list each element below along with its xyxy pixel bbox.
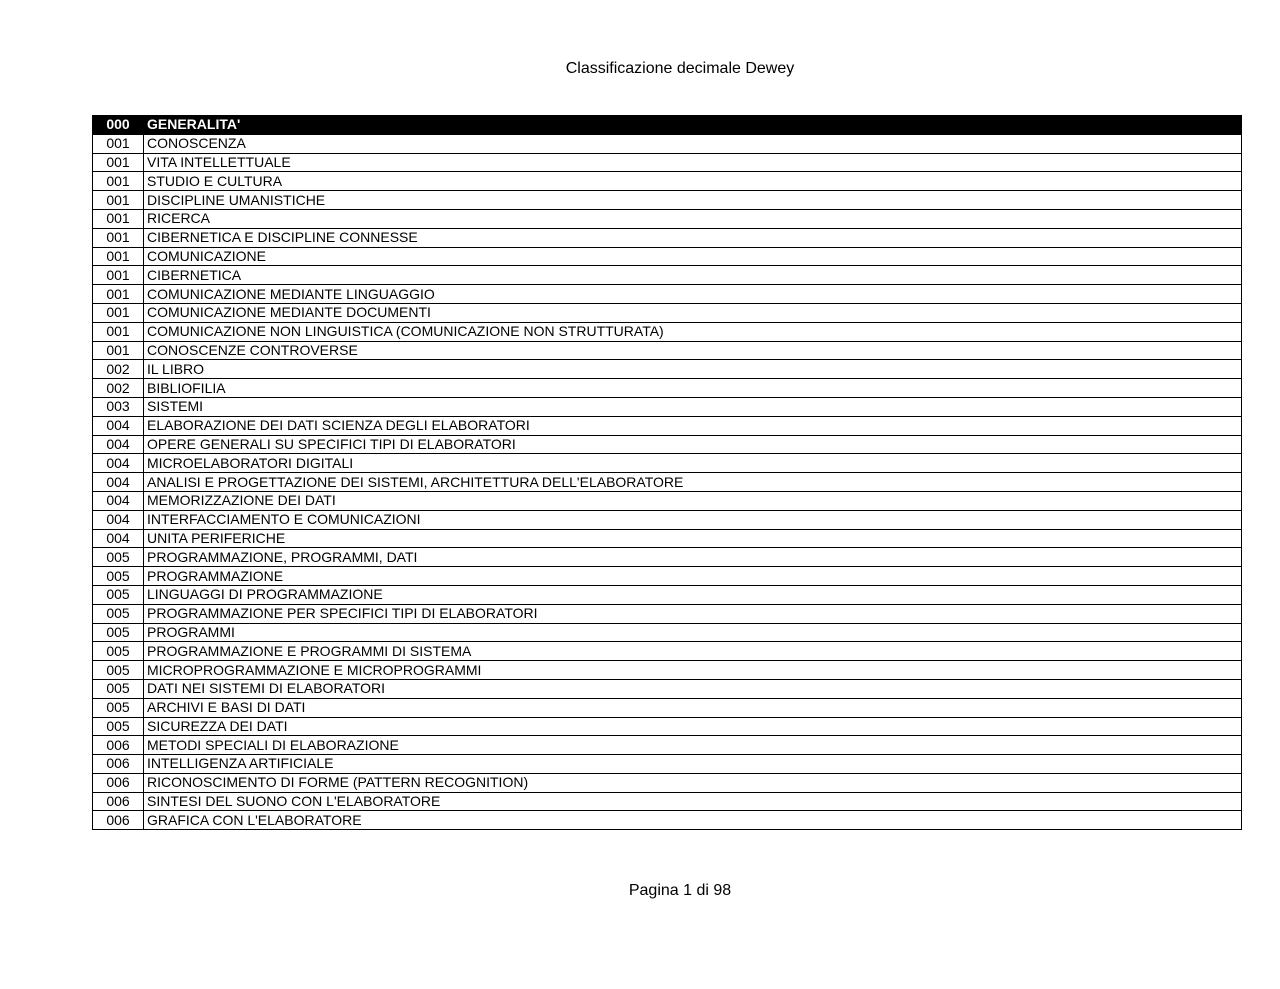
row-code-cell: 001 bbox=[93, 153, 144, 172]
table-row bbox=[93, 209, 1242, 228]
row-label-cell: CIBERNETICA bbox=[144, 266, 1242, 285]
table-row bbox=[93, 454, 1242, 473]
page-number: Pagina 1 di 98 bbox=[628, 882, 732, 899]
row-code-cell: 004 bbox=[93, 510, 144, 529]
table-row bbox=[93, 153, 1242, 172]
table-row bbox=[93, 228, 1242, 247]
row-label-cell: UNITA PERIFERICHE bbox=[144, 529, 1242, 548]
row-label-cell: OPERE GENERALI SU SPECIFICI TIPI DI ELABORATORI bbox=[144, 435, 1242, 454]
row-code-cell: 001 bbox=[93, 322, 144, 341]
row-label-cell: STUDIO E CULTURA bbox=[144, 172, 1242, 191]
table-row bbox=[93, 642, 1242, 661]
page-title: Classificazione decimale Dewey bbox=[565, 60, 795, 77]
row-code-cell: 006 bbox=[93, 755, 144, 774]
row-label-cell: VITA INTELLETTUALE bbox=[144, 153, 1242, 172]
row-code-cell: 006 bbox=[93, 792, 144, 811]
table-row bbox=[93, 548, 1242, 567]
row-label-cell: MEMORIZZAZIONE DEI DATI bbox=[144, 491, 1242, 510]
table-row bbox=[93, 172, 1242, 191]
row-code-cell: 004 bbox=[93, 473, 144, 492]
row-code-cell: 004 bbox=[93, 454, 144, 473]
row-label-cell: PROGRAMMAZIONE, PROGRAMMI, DATI bbox=[144, 548, 1242, 567]
table-row bbox=[93, 435, 1242, 454]
row-label-cell: CIBERNETICA E DISCIPLINE CONNESSE bbox=[144, 228, 1242, 247]
row-code-cell: 005 bbox=[93, 604, 144, 623]
row-code-cell: 005 bbox=[93, 548, 144, 567]
table-row bbox=[93, 191, 1242, 210]
row-label-cell: IL LIBRO bbox=[144, 360, 1242, 379]
table-row bbox=[93, 285, 1242, 304]
table-row bbox=[93, 416, 1242, 435]
row-code-cell: 005 bbox=[93, 679, 144, 698]
row-label-cell: ARCHIVI E BASI DI DATI bbox=[144, 698, 1242, 717]
row-code-cell: 001 bbox=[93, 191, 144, 210]
row-label-cell: ELABORAZIONE DEI DATI SCIENZA DEGLI ELABORATORI bbox=[144, 416, 1242, 435]
row-label-cell: CONOSCENZE CONTROVERSE bbox=[144, 341, 1242, 360]
row-label-cell: INTERFACCIAMENTO E COMUNICAZIONI bbox=[144, 510, 1242, 529]
table-row bbox=[93, 679, 1242, 698]
row-label-cell: COMUNICAZIONE MEDIANTE LINGUAGGIO bbox=[144, 285, 1242, 304]
row-label-cell: CONOSCENZA bbox=[144, 134, 1242, 153]
row-code-cell: 001 bbox=[93, 341, 144, 360]
row-label-cell: SICUREZZA DEI DATI bbox=[144, 717, 1242, 736]
table-row bbox=[93, 266, 1242, 285]
table-body bbox=[93, 116, 1242, 830]
row-label-cell: PROGRAMMAZIONE PER SPECIFICI TIPI DI ELABORATORI bbox=[144, 604, 1242, 623]
row-code-cell: 002 bbox=[93, 379, 144, 398]
header-label-cell: GENERALITA' bbox=[144, 116, 1242, 135]
row-label-cell: MICROELABORATORI DIGITALI bbox=[144, 454, 1242, 473]
table-row bbox=[93, 792, 1242, 811]
table-row bbox=[93, 736, 1242, 755]
row-label-cell: COMUNICAZIONE bbox=[144, 247, 1242, 266]
row-code-cell: 005 bbox=[93, 698, 144, 717]
table-row bbox=[93, 341, 1242, 360]
row-label-cell: METODI SPECIALI DI ELABORAZIONE bbox=[144, 736, 1242, 755]
row-label-cell: COMUNICAZIONE NON LINGUISTICA (COMUNICAZIONE NON STRUTTURATA) bbox=[144, 322, 1242, 341]
row-code-cell: 001 bbox=[93, 303, 144, 322]
table-row bbox=[93, 661, 1242, 680]
table-row bbox=[93, 811, 1242, 830]
table-row bbox=[93, 322, 1242, 341]
row-label-cell: ANALISI E PROGETTAZIONE DEI SISTEMI, ARCHITETTURA DELL'ELABORATORE bbox=[144, 473, 1242, 492]
row-code-cell: 001 bbox=[93, 247, 144, 266]
row-label-cell: RICONOSCIMENTO DI FORME (PATTERN RECOGNITION) bbox=[144, 773, 1242, 792]
row-code-cell: 004 bbox=[93, 529, 144, 548]
header-code-cell: 000 bbox=[93, 116, 144, 135]
row-code-cell: 001 bbox=[93, 228, 144, 247]
table-row bbox=[93, 567, 1242, 586]
row-code-cell: 005 bbox=[93, 585, 144, 604]
row-label-cell: COMUNICAZIONE MEDIANTE DOCUMENTI bbox=[144, 303, 1242, 322]
row-code-cell: 001 bbox=[93, 172, 144, 191]
row-code-cell: 003 bbox=[93, 397, 144, 416]
table-row bbox=[93, 623, 1242, 642]
dewey-classification-table bbox=[92, 115, 1242, 830]
row-code-cell: 001 bbox=[93, 266, 144, 285]
table-row bbox=[93, 397, 1242, 416]
row-code-cell: 005 bbox=[93, 642, 144, 661]
row-code-cell: 004 bbox=[93, 491, 144, 510]
row-label-cell: PROGRAMMI bbox=[144, 623, 1242, 642]
row-label-cell: PROGRAMMAZIONE bbox=[144, 567, 1242, 586]
table-row bbox=[93, 773, 1242, 792]
row-label-cell: SISTEMI bbox=[144, 397, 1242, 416]
row-code-cell: 004 bbox=[93, 416, 144, 435]
row-label-cell: BIBLIOFILIA bbox=[144, 379, 1242, 398]
row-code-cell: 002 bbox=[93, 360, 144, 379]
table-row bbox=[93, 717, 1242, 736]
table-row bbox=[93, 360, 1242, 379]
table-row bbox=[93, 491, 1242, 510]
table-row bbox=[93, 698, 1242, 717]
row-code-cell: 006 bbox=[93, 736, 144, 755]
row-code-cell: 005 bbox=[93, 567, 144, 586]
row-code-cell: 005 bbox=[93, 623, 144, 642]
row-label-cell: MICROPROGRAMMAZIONE E MICROPROGRAMMI bbox=[144, 661, 1242, 680]
row-label-cell: DATI NEI SISTEMI DI ELABORATORI bbox=[144, 679, 1242, 698]
table-row bbox=[93, 755, 1242, 774]
table-row bbox=[93, 303, 1242, 322]
table-row bbox=[93, 585, 1242, 604]
table-row bbox=[93, 247, 1242, 266]
table-header-row bbox=[93, 116, 1242, 135]
table-row bbox=[93, 529, 1242, 548]
table-row bbox=[93, 604, 1242, 623]
row-label-cell: PROGRAMMAZIONE E PROGRAMMI DI SISTEMA bbox=[144, 642, 1242, 661]
row-code-cell: 004 bbox=[93, 435, 144, 454]
row-code-cell: 001 bbox=[93, 285, 144, 304]
row-code-cell: 006 bbox=[93, 811, 144, 830]
table-row bbox=[93, 473, 1242, 492]
row-label-cell: SINTESI DEL SUONO CON L'ELABORATORE bbox=[144, 792, 1242, 811]
row-label-cell: INTELLIGENZA ARTIFICIALE bbox=[144, 755, 1242, 774]
row-label-cell: RICERCA bbox=[144, 209, 1242, 228]
row-code-cell: 005 bbox=[93, 717, 144, 736]
row-label-cell: GRAFICA CON L'ELABORATORE bbox=[144, 811, 1242, 830]
row-label-cell: LINGUAGGI DI PROGRAMMAZIONE bbox=[144, 585, 1242, 604]
row-label-cell: DISCIPLINE UMANISTICHE bbox=[144, 191, 1242, 210]
row-code-cell: 001 bbox=[93, 134, 144, 153]
row-code-cell: 005 bbox=[93, 661, 144, 680]
table-row bbox=[93, 510, 1242, 529]
table-row bbox=[93, 134, 1242, 153]
row-code-cell: 001 bbox=[93, 209, 144, 228]
table-row bbox=[93, 379, 1242, 398]
row-code-cell: 006 bbox=[93, 773, 144, 792]
